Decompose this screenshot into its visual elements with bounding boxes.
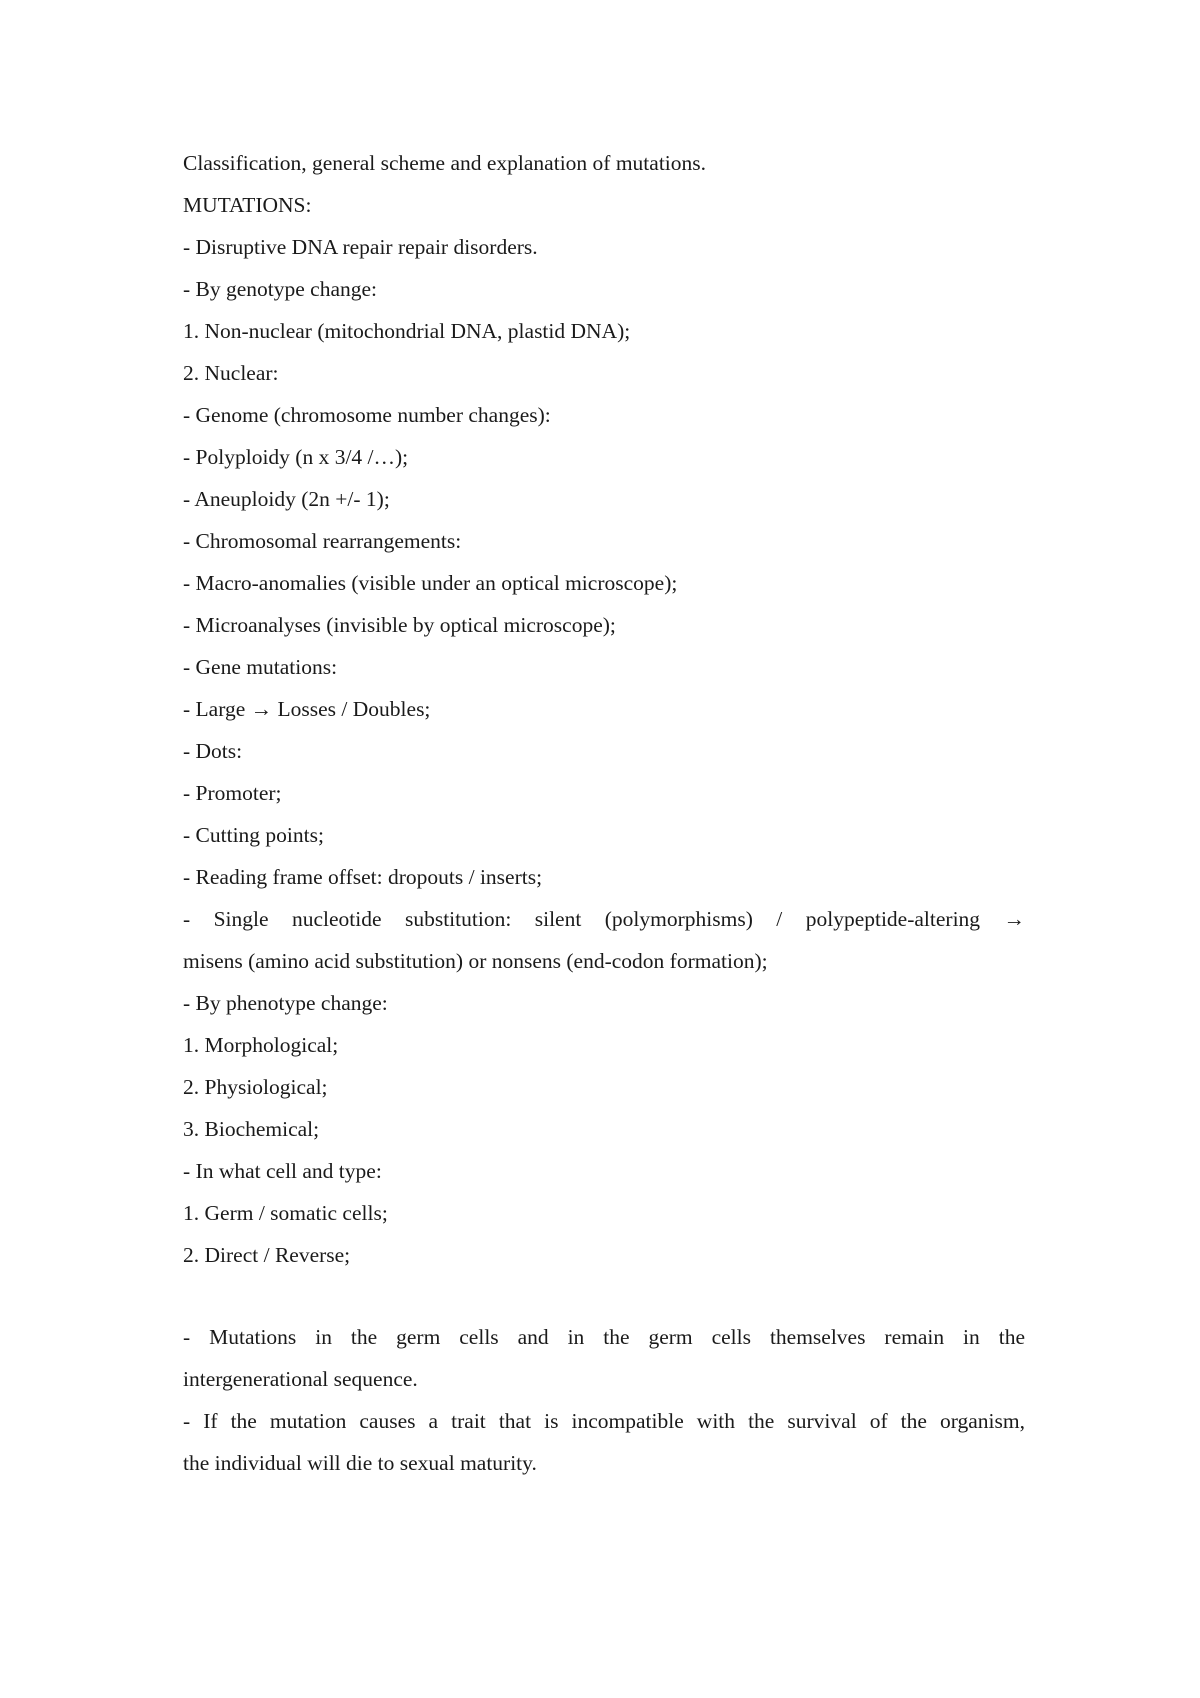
text-line: - Macro-anomalies (visible under an optical microscope); (183, 571, 678, 595)
text-line: - Gene mutations: (183, 655, 338, 679)
text-line: 3. Biochemical; (183, 1117, 320, 1141)
paragraph-2-line-2: the individual will die to sexual maturity. (183, 1451, 537, 1475)
text-line: 2. Nuclear: (183, 361, 279, 385)
substitution-line-2: misens (amino acid substitution) or nonsens (end-codon formation); (183, 949, 768, 973)
text-line: - Promoter; (183, 781, 282, 805)
text-line: - Chromosomal rearrangements: (183, 529, 462, 553)
text-line: MUTATIONS: (183, 193, 312, 217)
text-line: - Dots: (183, 739, 243, 763)
text-line: - Genome (chromosome number changes): (183, 403, 551, 427)
paragraph-1-line-1: - Mutations in the germ cells and in the germ cells themselves remain in the (183, 1325, 1025, 1349)
document-body (183, 142, 1025, 1484)
text-line: - Large → Losses / Doubles; (183, 697, 431, 721)
document-title: Classification, general scheme and explanation of mutations. (183, 151, 707, 175)
paragraph-spacer (183, 1276, 1025, 1316)
text-line: - Microanalyses (invisible by optical microscope); (183, 613, 616, 637)
substitution-line-1: - Single nucleotide substitution: silent (polymorphisms) / polypeptide-altering → (183, 907, 1025, 931)
text-line: - By phenotype change: (183, 991, 388, 1015)
text-line: - Disruptive DNA repair repair disorders. (183, 235, 538, 259)
text-line: - In what cell and type: (183, 1159, 382, 1183)
text-line: 2. Direct / Reverse; (183, 1243, 351, 1267)
text-line: 1. Germ / somatic cells; (183, 1201, 388, 1225)
paragraph-2-line-1: - If the mutation causes a trait that is incompatible with the survival of the organism, (183, 1409, 1025, 1433)
text-line: - Reading frame offset: dropouts / inserts; (183, 865, 543, 889)
text-line: 2. Physiological; (183, 1075, 328, 1099)
text-line: - Polyploidy (n x 3/4 /…); (183, 445, 409, 469)
paragraph-1-line-2: intergenerational sequence. (183, 1367, 418, 1391)
text-line: 1. Morphological; (183, 1033, 339, 1057)
text-line: - Cutting points; (183, 823, 324, 847)
text-line: - Aneuploidy (2n +/- 1); (183, 487, 390, 511)
text-line: 1. Non-nuclear (mitochondrial DNA, plastid DNA); (183, 319, 631, 343)
text-line: - By genotype change: (183, 277, 378, 301)
